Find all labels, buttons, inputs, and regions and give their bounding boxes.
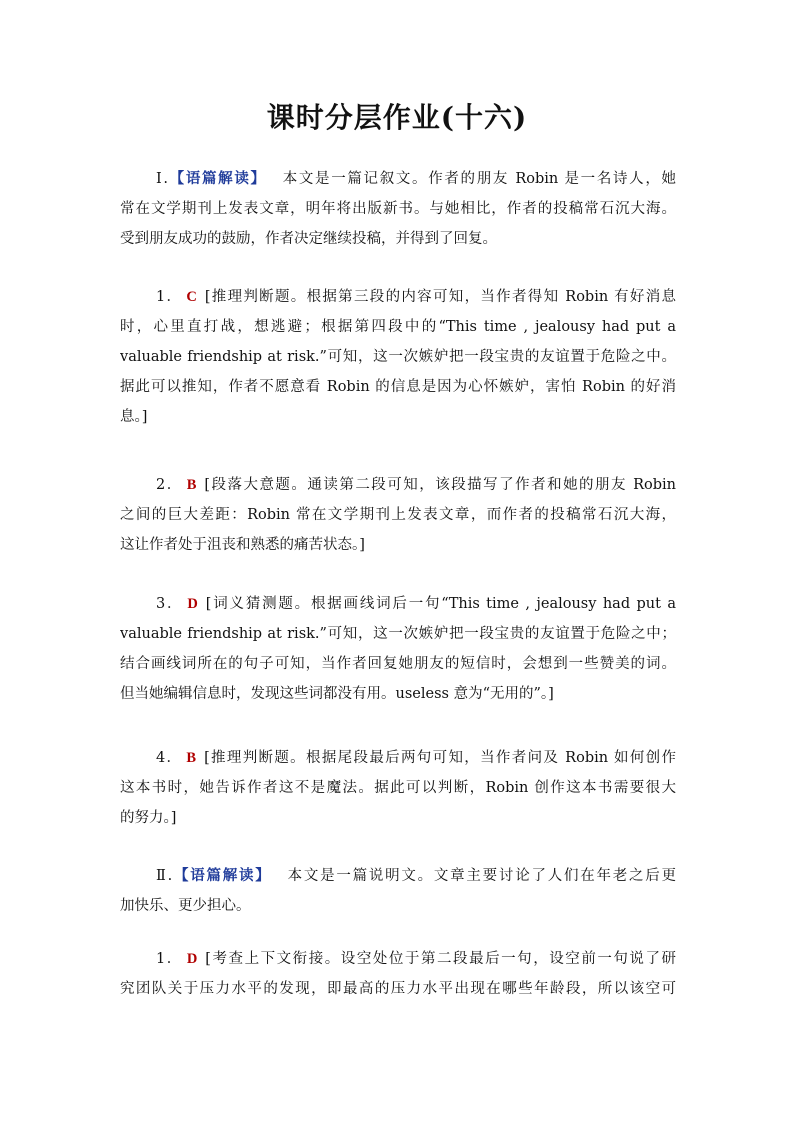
q4-line-3: 的努力。] [120, 810, 177, 826]
q3-line-4: 但当她编辑信息时，发现这些词都没有用。useless 意为“无用的”。] [120, 686, 554, 702]
passage2-line-1 [120, 861, 676, 891]
q1-text-1: [推理判断题。根据第三段的内容可知，当作者得知 Robin 有好消息 [204, 289, 676, 305]
q4-text-1: [推理判断题。根据尾段最后两句可知，当作者问及 Robin 如何创作 [204, 750, 676, 766]
passage2-text-1: 本文是一篇说明文。文章主要讨论了人们在年老之后更 [287, 868, 676, 884]
q3-line-3: 结合画线词所在的句子可知，当作者回复她朋友的短信时，会想到一些赞美的词。 [120, 656, 676, 672]
passage2-tag: 【语篇解读】 [172, 867, 272, 884]
q2-line-3: 这让作者处于沮丧和熟悉的痛苦状态。] [120, 537, 365, 553]
q5-line-2: 究团队关于压力水平的发现，即最高的压力水平出现在哪些年龄段，所以该空可 [120, 981, 676, 997]
q3-answer: D [187, 596, 198, 612]
q1-line-4: 据此可以推知，作者不愿意看 Robin 的信息是因为心怀嫉妒，害怕 Robin 的好消 [120, 379, 676, 395]
passage1-roman: Ⅰ. [156, 171, 169, 187]
passage1-text-1: 本文是一篇记叙文。作者的朋友 Robin 是一名诗人，她 [282, 171, 676, 187]
q4-number: 4． [156, 750, 183, 766]
q3-text-1: [词义猜测题。根据画线词后一句“This time , jealousy had put a [205, 596, 676, 612]
q3-number: 3． [156, 596, 184, 612]
q1-line-3: valuable friendship at risk.”可知，这一次嫉妒把一段宝贵的友谊置于危险之中。 [120, 349, 676, 365]
passage1-line-1 [120, 164, 676, 194]
question-1 [120, 282, 676, 432]
question-2-1 [120, 944, 676, 1004]
passage1-line-2: 常在文学期刊上发表文章，明年将出版新书。与她相比，作者的投稿常石沉大海。 [120, 201, 676, 217]
passage1-line-3: 受到朋友成功的鼓励，作者决定继续投稿，并得到了回复。 [120, 231, 497, 247]
q4-line-2: 这本书时，她告诉作者这不是魔法。据此可以判断，Robin 创作这本书需要很大 [120, 780, 676, 796]
question-3 [120, 589, 676, 709]
q5-answer: D [186, 951, 198, 967]
q2-line-1 [120, 470, 676, 500]
question-4 [120, 743, 676, 833]
q5-number: 1． [156, 951, 183, 967]
q2-answer: B [186, 477, 197, 493]
q2-number: 2． [156, 477, 183, 493]
q3-line-1 [120, 589, 676, 619]
passage1-tag: 【语篇解读】 [168, 170, 267, 187]
q1-number: 1． [156, 289, 183, 305]
q4-line-1 [120, 743, 676, 773]
q2-line-2: 之间的巨大差距：Robin 常在文学期刊上发表文章，而作者的投稿常石沉大海， [120, 507, 676, 523]
q1-line-1 [120, 282, 676, 312]
q1-line-2: 时，心里直打战，想逃避；根据第四段中的“This time , jealousy had put a [120, 319, 676, 335]
q4-answer: B [186, 750, 197, 766]
passage2-line-2: 加快乐、更少担心。 [120, 898, 251, 914]
passage2-roman: Ⅱ. [156, 868, 173, 884]
question-2 [120, 470, 676, 560]
passage1-summary [120, 164, 676, 254]
page-title: 课时分层作业(十六) [266, 101, 528, 134]
q2-text-1: [段落大意题。通读第二段可知，该段描写了作者和她的朋友 Robin [204, 477, 676, 493]
passage2-summary [120, 861, 676, 921]
q3-line-2: valuable friendship at risk.”可知，这一次嫉妒把一段宝贵的友谊置于危险之中； [120, 626, 676, 642]
q5-text-1: [考查上下文衔接。设空处位于第二段最后一句，设空前一句说了研 [205, 951, 676, 967]
q1-line-5: 息。] [120, 409, 148, 425]
q1-answer: C [186, 289, 197, 305]
q5-line-1 [120, 944, 676, 974]
